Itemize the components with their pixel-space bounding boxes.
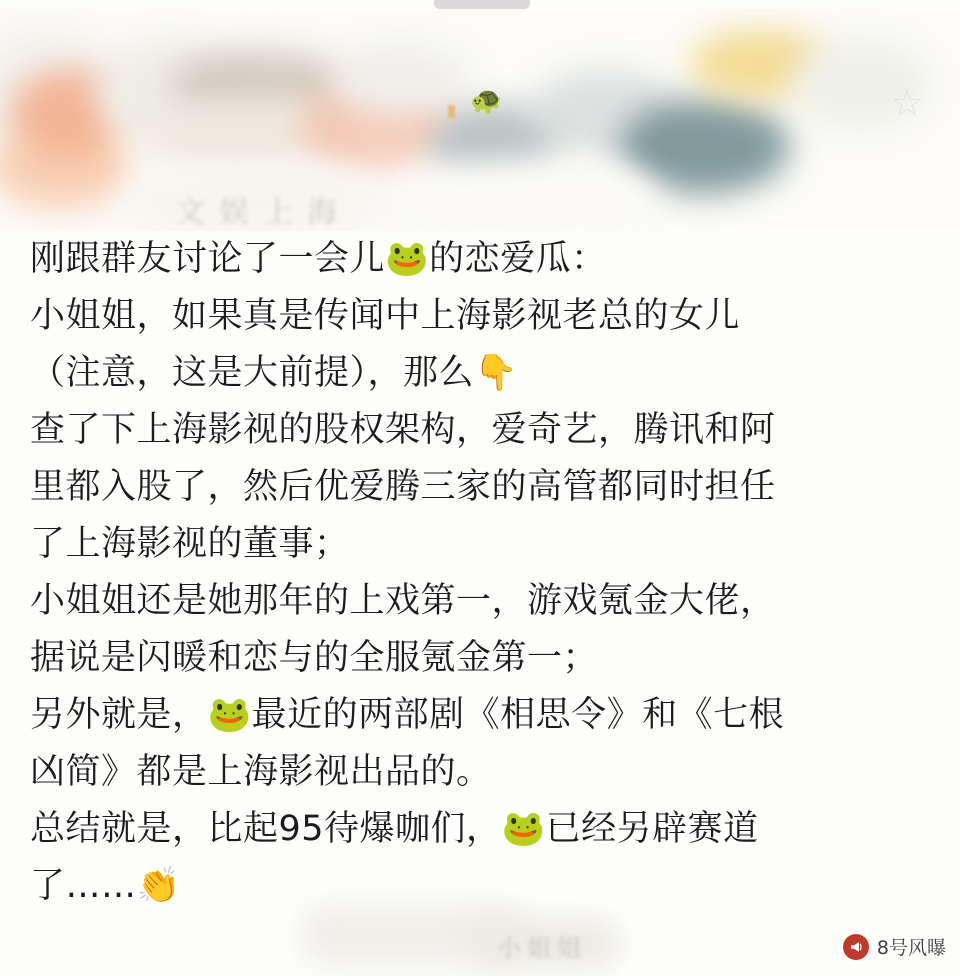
- megaphone-icon: [843, 934, 869, 960]
- post-text-body: [0, 231, 960, 915]
- banner-smudge: [330, 44, 470, 114]
- star-icon: ☆: [890, 83, 925, 125]
- post-line: 里都入股了，然后优爱腾三家的高管都同时担任: [30, 467, 776, 507]
- banner-watermark-text: 文娱上海: [175, 195, 351, 230]
- post-line: 总结就是，比起95待爆咖们，🐸已经另辟赛道: [30, 809, 759, 849]
- post-line: （注意，这是大前提），那么👇: [30, 353, 519, 393]
- source-badge: [843, 933, 946, 960]
- footer-watermark-text: 小姐姐: [497, 934, 587, 962]
- post-line: 据说是闪暖和恋与的全服氪金第一；: [30, 638, 599, 678]
- turtle-icon: 🐢: [470, 85, 503, 115]
- status-bar-notch: [434, 0, 530, 9]
- post-line: 刚跟群友讨论了一会儿🐸的恋爱瓜：: [30, 239, 607, 279]
- source-name-label: 8号风曝: [876, 937, 946, 959]
- banner-marker: [448, 105, 455, 118]
- post-line: 小姐姐还是她那年的上戏第一，游戏氪金大佬，: [30, 581, 776, 621]
- post-line: 另外就是，🐸最近的两部剧《相思令》和《七根: [30, 695, 785, 735]
- blurred-banner-image: [0, 9, 960, 231]
- post-line: 了上海影视的董事；: [30, 524, 350, 564]
- banner-smudge: [400, 159, 660, 231]
- post-line: 小姐姐，如果真是传闻中上海影视老总的女儿: [30, 296, 741, 336]
- post-line: 凶简》都是上海影视出品的。: [30, 752, 492, 792]
- banner-smudge: [0, 129, 130, 209]
- post-line: 查了下上海影视的股权架构，爱奇艺，腾讯和阿: [30, 410, 776, 450]
- post-line: 了……👏: [30, 866, 181, 906]
